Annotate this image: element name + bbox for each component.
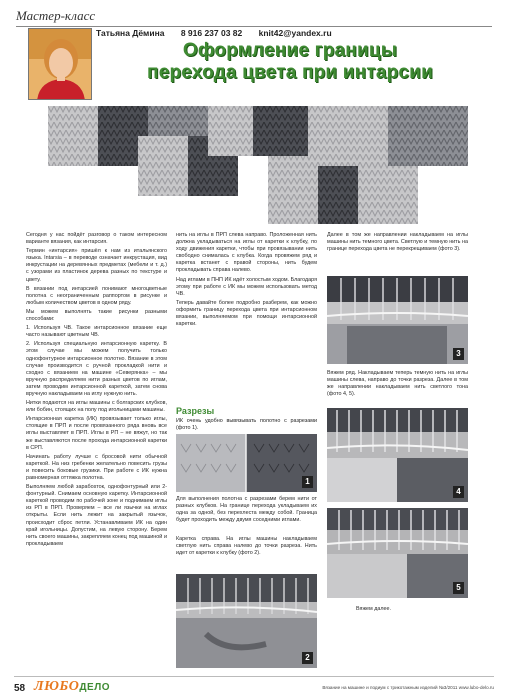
caption-1: Для выполнения полотна с разрезами берем нити от разных клубков. На границе перехода укладываем их одна за одной, без перехлеста между собой. Граница будет проходить между двумя соседними иглами. bbox=[176, 496, 317, 524]
paragraph: ИК очень удобно вывязывать полотно с разрезами (фото 1). bbox=[176, 418, 317, 432]
paragraph: нить на иглы в ПРП слева направо. Проложенная нить должна укладываться на иглы от каретки к клубку, по ходу движения каретки, чтобы при провязывании нить свободно снималась с клубка. Когда провяжем ряд и каретка встанет с правой стороны, нить будем прокладывать справа налево. bbox=[176, 232, 317, 274]
caption-4: Вяжем далее. bbox=[356, 606, 392, 612]
paragraph: 2. Используя специальную интарсионную каретку. В этом случае мы можем получить только однофонтурное интарсионное полотно. Вязание в этом случае производится с ручной прокладкой нити и сходно с вязанием на машине «Северянка» – мы вручную распределяем нити разных цветов по иглам, затем проводим интарсионной кареткой, затем снова вручную накладываем на иглу нужную нить. bbox=[26, 341, 167, 397]
text-column-1 bbox=[26, 232, 167, 664]
logo-part-a: ЛЮБО bbox=[34, 679, 80, 694]
page-footer bbox=[14, 676, 494, 698]
paragraph: Термин «интарсия» пришёл к нам из итальянского языка. Intarsia – в переводе означает инкрустация, вид инкрустации на деревянных предметах (мебели и т. д.) с узорами из пластинок дерева разных по текстуре и цвету. bbox=[26, 248, 167, 283]
footer-text: Вязание на машине и подиум с трикотажным изделий №3/2011 www.lubo-delo.ru bbox=[322, 685, 494, 690]
author-phone: 8 916 237 03 82 bbox=[180, 28, 243, 38]
page-number: 58 bbox=[14, 683, 26, 694]
paragraph: Теперь давайте более подробно разберем, как можно оформить границу перехода цвета при интарсионном вязании, выполняемом при помощи интарсионной каретки. bbox=[176, 299, 317, 328]
author-name: Татьяна Дёмина bbox=[96, 28, 165, 38]
title-line-1: Оформление границы bbox=[182, 40, 398, 61]
paragraph: Выполняем любой зарабоsток, однофонтурный или 2-фонтурный. Снимаем основную каретку. Интарсионной кареткой проводим по рабочей зоне и поднимаем иглы из РП в ПРП. Проверяем – все ли язычки на иглах открыты. Если нить лежит на закрытый язычок, происходит сброс петли. Устанавливаем ИК на один край игольницы. Допустим, на левую сторону. Берем нить своего машины, закрепляем конец под машиной и прокладываем bbox=[26, 484, 167, 547]
magazine-logo bbox=[34, 679, 110, 695]
text-column-2 bbox=[176, 232, 317, 400]
knit-swatches-illustration bbox=[48, 106, 468, 224]
title-line-2: перехода цвета при интарсии bbox=[147, 62, 433, 83]
photo-4 bbox=[327, 408, 468, 502]
header-divider bbox=[16, 26, 492, 27]
paragraph: В вязании под интарсией понимают многоцветные полотна с неограниченным раппортом в рисунке и любым количеством цветов в одном ряду. bbox=[26, 285, 167, 306]
article-title bbox=[100, 40, 480, 84]
author-email: knit42@yandex.ru bbox=[258, 28, 332, 38]
paragraph: Нитки подаются на иглы машины с болгарских клубков, или бобин, стоящих на полу под игольницами машины. bbox=[26, 400, 167, 414]
paragraph: Далее в том же направлении накладываем на иглы машины нить темного цвета. Светлую и темную нить на границе перехода цвета не перекрещиваем (фото 3). bbox=[327, 232, 468, 253]
photo-1 bbox=[176, 434, 317, 492]
photo-number: 1 bbox=[302, 476, 313, 488]
paragraph: 1. Используя ЧВ. Такое интарсионное вязание еще часто называют цветным ЧВ. bbox=[26, 325, 167, 339]
photo-5 bbox=[327, 508, 468, 598]
subheading-cuts: Разрезы bbox=[176, 406, 215, 416]
paragraph: Мы можем выполнять такие рисунки разными способами: bbox=[26, 308, 167, 323]
author-photo bbox=[28, 28, 92, 100]
photo-2 bbox=[176, 574, 317, 668]
caption-3: Вяжем ряд. Накладываем теперь темную нить на иглы машины слева, направо до точки разреза. Далее в том же направлении накладываем нить светлого тона (фото 4, 5). bbox=[327, 370, 468, 398]
paragraph: Сегодня у нас пойдёт разговор о таком интересном варианте вязания, как интарсия. bbox=[26, 232, 167, 246]
text-column-3 bbox=[327, 232, 468, 266]
paragraph: Начинать работу лучше с бросовой нити обычной кареткой. На низ гребенки желательно повесить грузы и повесить боковые грузики. При работе с ИК нужна равномерная оттяжка полотна. bbox=[26, 453, 167, 481]
photo-number: 4 bbox=[453, 486, 464, 498]
paragraph: Интарсионная каретка (ИК) провязывает только иглы, стоящие в ПРП и после провязанного ряда вновь все иглы выставляет в ПРП. Иглы в РП – не вяжут, но так же выставляются после прохода интарсионной каретки в СРП. bbox=[26, 416, 167, 451]
caption-2: Каретка справа. На иглы машины накладываем светлую нить справа налево до точки разреза. Нить идет от каретки к клубку (фото 2). bbox=[176, 536, 317, 557]
paragraph: Над иглами в ПНП ИК идёт холостым ходом. Благодаря этому при работе с ИК мы можем использовать метод ЧВ. bbox=[176, 276, 317, 297]
photo-number: 3 bbox=[453, 348, 464, 360]
photo-3 bbox=[327, 276, 468, 364]
photo-number: 2 bbox=[302, 652, 313, 664]
section-tag: Мастер-класс bbox=[16, 8, 96, 23]
photo-number: 5 bbox=[453, 582, 464, 594]
logo-part-b: ДЕЛО bbox=[79, 682, 110, 693]
author-info bbox=[96, 28, 346, 38]
